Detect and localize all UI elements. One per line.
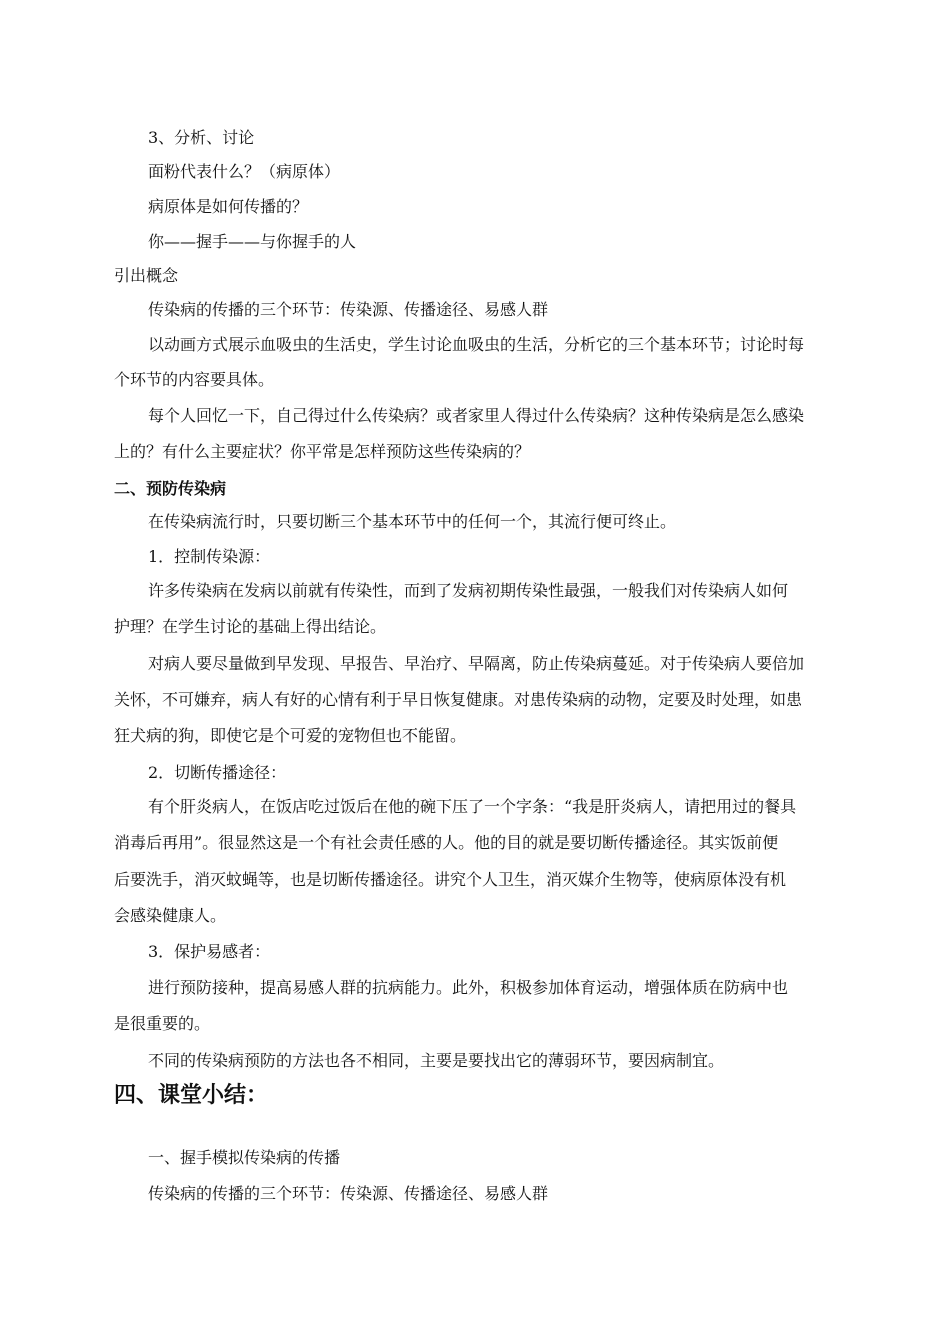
- introduce-concept: 引出概念: [114, 266, 179, 285]
- handshake-chain: 你——握手——与你握手的人: [148, 232, 357, 251]
- paragraph-text: 消毒后再用”。很显然这是一个有社会责任感的人。他的目的就是要切断传播途径。其实饭前便: [114, 833, 779, 852]
- paragraph-text: 会感染健康人。: [114, 906, 227, 925]
- paragraph-text: 是很重要的。: [114, 1014, 211, 1033]
- paragraph-text: 对病人要尽量做到早发现、早报告、早治疗、早隔离，防止传染病蔓延。对于传染病人要倍加: [148, 654, 805, 673]
- summary-item: 一、握手模拟传染病的传播: [148, 1148, 341, 1167]
- section-heading-summary: 四、课堂小结：: [114, 1083, 269, 1108]
- subheading-analysis: 3、分析、讨论: [148, 128, 255, 147]
- paragraph-text: 有个肝炎病人，在饭店吃过饭后在他的碗下压了一个字条：“我是肝炎病人，请把用过的餐具: [148, 797, 797, 816]
- paragraph-text: 不同的传染病预防的方法也各不相同，主要是要找出它的薄弱环节，要因病制宜。: [148, 1051, 725, 1070]
- question-pathogen-spread: 病原体是如何传播的？: [148, 197, 309, 216]
- paragraph-text: 狂犬病的狗，即使它是个可爱的宠物但也不能留。: [114, 726, 467, 745]
- three-links-statement: 传染病的传播的三个环节：传染源、传播途径、易感人群: [148, 300, 549, 319]
- subheading-cut-route: 2．切断传播途径：: [148, 763, 287, 782]
- paragraph-text: 护理？在学生讨论的基础上得出结论。: [114, 617, 387, 636]
- paragraph-text: 后要洗手，消灭蚊蝇等，也是切断传播途径。讲究个人卫生，消灭媒介生物等，使病原体没有机: [114, 870, 787, 889]
- subheading-protect-susceptible: 3．保护易感者：: [148, 942, 271, 961]
- question-flour: 面粉代表什么？（病原体）: [148, 162, 341, 181]
- paragraph-text: 个环节的内容要具体。: [114, 370, 275, 389]
- subheading-control-source: 1．控制传染源：: [148, 547, 271, 566]
- summary-item: 传染病的传播的三个环节：传染源、传播途径、易感人群: [148, 1184, 549, 1203]
- section-heading-prevention: 二、预防传染病: [114, 479, 227, 498]
- paragraph-text: 关怀，不可嫌弃，病人有好的心情有利于早日恢复健康。对患传染病的动物，定要及时处理，如患: [114, 690, 803, 709]
- paragraph-text: 在传染病流行时，只要切断三个基本环节中的任何一个，其流行便可终止。: [148, 512, 677, 531]
- paragraph-text: 进行预防接种，提高易感人群的抗病能力。此外，积极参加体育运动，增强体质在防病中也: [148, 978, 789, 997]
- paragraph-text: 许多传染病在发病以前就有传染性，而到了发病初期传染性最强，一般我们对传染病人如何: [148, 581, 789, 600]
- paragraph-text: 每个人回忆一下，自己得过什么传染病？或者家里人得过什么传染病？这种传染病是怎么感染: [148, 406, 805, 425]
- paragraph-text: 以动画方式展示血吸虫的生活史，学生讨论血吸虫的生活，分析它的三个基本环节；讨论时每: [148, 335, 805, 354]
- paragraph-text: 上的？有什么主要症状？你平常是怎样预防这些传染病的？: [114, 442, 531, 461]
